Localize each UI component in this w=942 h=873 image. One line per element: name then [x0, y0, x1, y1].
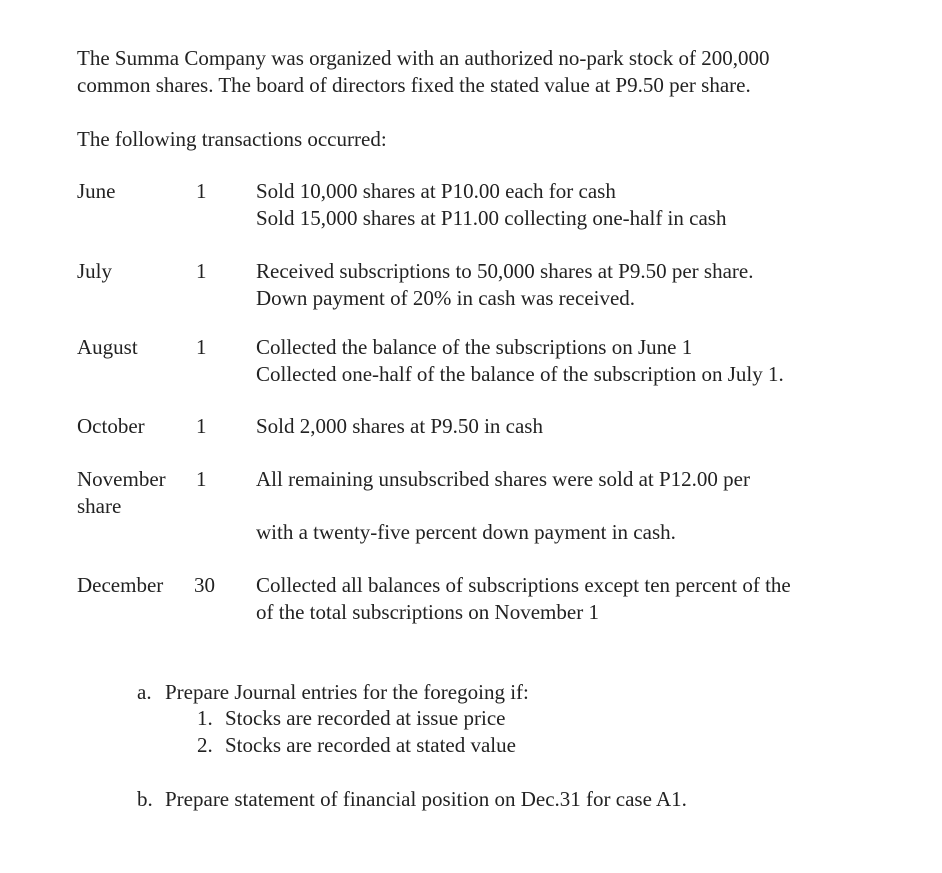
requirement-a-marker: a.	[137, 680, 152, 704]
transaction-month: November	[77, 467, 166, 491]
transaction-day: 1	[196, 335, 207, 359]
transaction-line: Collected all balances of subscriptions except ten percent of the	[256, 573, 791, 597]
transaction-month: October	[77, 414, 145, 438]
transaction-line: Sold 15,000 shares at P11.00 collecting one-half in cash	[256, 206, 727, 230]
transaction-day: 1	[196, 414, 207, 438]
transaction-line: Received subscriptions to 50,000 shares at P9.50 per share.	[256, 259, 754, 283]
transaction-day: 1	[196, 259, 207, 283]
transaction-day: 1	[196, 467, 207, 491]
requirement-a-text: Prepare Journal entries for the foregoing if:	[165, 680, 529, 704]
transaction-day: 1	[196, 179, 207, 203]
transactions-heading: The following transactions occurred:	[77, 127, 387, 151]
transaction-line: All remaining unsubscribed shares were sold at P12.00 per	[256, 467, 750, 491]
requirement-a-sub-marker: 1.	[197, 706, 213, 730]
transaction-month-continuation: share	[77, 494, 122, 518]
transaction-line: Collected one-half of the balance of the subscription on July 1.	[256, 362, 784, 386]
transaction-month: December	[77, 573, 164, 597]
transaction-month: July	[77, 259, 113, 283]
transaction-line: Down payment of 20% in cash was received.	[256, 286, 636, 310]
transaction-line: Collected the balance of the subscriptions on June 1	[256, 335, 693, 359]
intro-line-1: The Summa Company was organized with an authorized no-park stock of 200,000	[77, 46, 770, 70]
transaction-line: Sold 2,000 shares at P9.50 in cash	[256, 414, 543, 438]
transaction-month: August	[77, 335, 138, 359]
transaction-month: June	[77, 179, 116, 203]
requirement-a-sub-marker: 2.	[197, 733, 213, 757]
requirement-b-text: Prepare statement of financial position on Dec.31 for case A1.	[165, 787, 687, 811]
transaction-day: 30	[194, 573, 215, 597]
requirement-b-marker: b.	[137, 787, 153, 811]
requirement-a-sub-text: Stocks are recorded at stated value	[225, 733, 516, 757]
transaction-line: with a twenty-five percent down payment in cash.	[256, 520, 676, 544]
intro-line-2: common shares. The board of directors fixed the stated value at P9.50 per share.	[77, 73, 751, 97]
transaction-line: of the total subscriptions on November 1	[256, 600, 599, 624]
transaction-line: Sold 10,000 shares at P10.00 each for cash	[256, 179, 616, 203]
requirement-a-sub-text: Stocks are recorded at issue price	[225, 706, 506, 730]
